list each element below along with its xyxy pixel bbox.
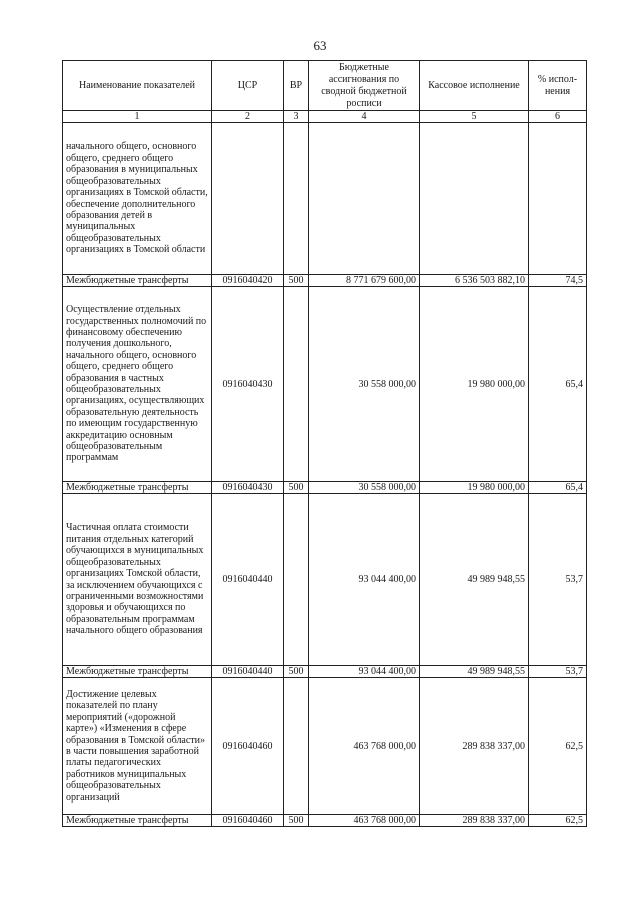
- row-csr: 0916040460: [212, 678, 284, 815]
- row-execution: 289 838 337,00: [420, 678, 529, 815]
- column-number: 4: [309, 111, 420, 123]
- row-allocations: 30 558 000,00: [309, 287, 420, 482]
- column-number: 6: [529, 111, 587, 123]
- row-execution: 49 989 948,55: [420, 666, 529, 678]
- row-vr: 500: [284, 482, 309, 494]
- row-allocations: 8 771 679 600,00: [309, 275, 420, 287]
- column-number: 1: [63, 111, 212, 123]
- row-vr: 500: [284, 275, 309, 287]
- column-number: 2: [212, 111, 284, 123]
- row-csr: 0916040460: [212, 815, 284, 827]
- header-execution: Кассовое исполнение: [420, 61, 529, 111]
- row-allocations: 463 768 000,00: [309, 815, 420, 827]
- table-row: [63, 123, 587, 275]
- column-number: 3: [284, 111, 309, 123]
- table-header-row: [63, 61, 587, 111]
- row-csr: 0916040440: [212, 494, 284, 666]
- row-execution: 6 536 503 882,10: [420, 275, 529, 287]
- budget-execution-table: [62, 60, 587, 827]
- header-csr: ЦСР: [212, 61, 284, 111]
- header-vr: ВР: [284, 61, 309, 111]
- row-vr: [284, 123, 309, 275]
- row-name: Достижение целевых показателей по плану мероприятий («дорожной карте») «Изменения в сфере образования в Томской области» в части повышения заработной платы педагогических работников муниципальных общеобразовательных организаций: [63, 678, 212, 815]
- row-percent: 74,5: [529, 275, 587, 287]
- row-vr: [284, 678, 309, 815]
- row-name: Межбюджетные трансферты: [63, 666, 212, 678]
- row-name: Межбюджетные трансферты: [63, 482, 212, 494]
- table-row: [63, 482, 587, 494]
- header-percent: % испол-нения: [529, 61, 587, 111]
- row-execution: 289 838 337,00: [420, 815, 529, 827]
- row-execution: 19 980 000,00: [420, 482, 529, 494]
- row-csr: 0916040430: [212, 287, 284, 482]
- row-vr: 500: [284, 666, 309, 678]
- row-csr: 0916040430: [212, 482, 284, 494]
- row-name: Межбюджетные трансферты: [63, 275, 212, 287]
- row-execution: 19 980 000,00: [420, 287, 529, 482]
- table-row: [63, 666, 587, 678]
- row-csr: [212, 123, 284, 275]
- table-row: [63, 678, 587, 815]
- row-percent: 65,4: [529, 287, 587, 482]
- row-vr: 500: [284, 815, 309, 827]
- table-row: [63, 275, 587, 287]
- row-csr: 0916040440: [212, 666, 284, 678]
- row-allocations: 463 768 000,00: [309, 678, 420, 815]
- row-vr: [284, 287, 309, 482]
- table-row: [63, 815, 587, 827]
- column-number-row: [63, 111, 587, 123]
- row-percent: 53,7: [529, 666, 587, 678]
- row-allocations: 93 044 400,00: [309, 494, 420, 666]
- row-vr: [284, 494, 309, 666]
- row-percent: 62,5: [529, 815, 587, 827]
- row-csr: 0916040420: [212, 275, 284, 287]
- row-allocations: 30 558 000,00: [309, 482, 420, 494]
- row-name: Межбюджетные трансферты: [63, 815, 212, 827]
- table-row: [63, 287, 587, 482]
- header-name: Наименование показателей: [63, 61, 212, 111]
- header-allocations: Бюджетные ассигнования по сводной бюджетной росписи: [309, 61, 420, 111]
- row-allocations: [309, 123, 420, 275]
- row-execution: 49 989 948,55: [420, 494, 529, 666]
- row-name: начального общего, основного общего, среднего общего образования в муниципальных общеобразовательных организациях в Томской области, обеспечение дополнительного образования детей в муниципальных общеобразовательных организациях в Томской области: [63, 123, 212, 275]
- row-execution: [420, 123, 529, 275]
- row-percent: [529, 123, 587, 275]
- row-percent: 62,5: [529, 678, 587, 815]
- page-number: 63: [313, 38, 327, 53]
- row-percent: 65,4: [529, 482, 587, 494]
- column-number: 5: [420, 111, 529, 123]
- row-allocations: 93 044 400,00: [309, 666, 420, 678]
- row-percent: 53,7: [529, 494, 587, 666]
- row-name: Частичная оплата стоимости питания отдельных категорий обучающихся в муниципальных общеобразовательных организациях Томской области, за исключением обучающихся с ограниченными возможностями здоровья и обучающихся по образовательным программам начального общего образования: [63, 494, 212, 666]
- row-name: Осуществление отдельных государственных полномочий по финансовому обеспечению получения дошкольного, начального общего, основного общего, среднего общего образования в частных общеобразовательных организациях, осуществляющих образовательную деятельность по имеющим государственную аккредитацию основным общеобразовательным программам: [63, 287, 212, 482]
- table-row: [63, 494, 587, 666]
